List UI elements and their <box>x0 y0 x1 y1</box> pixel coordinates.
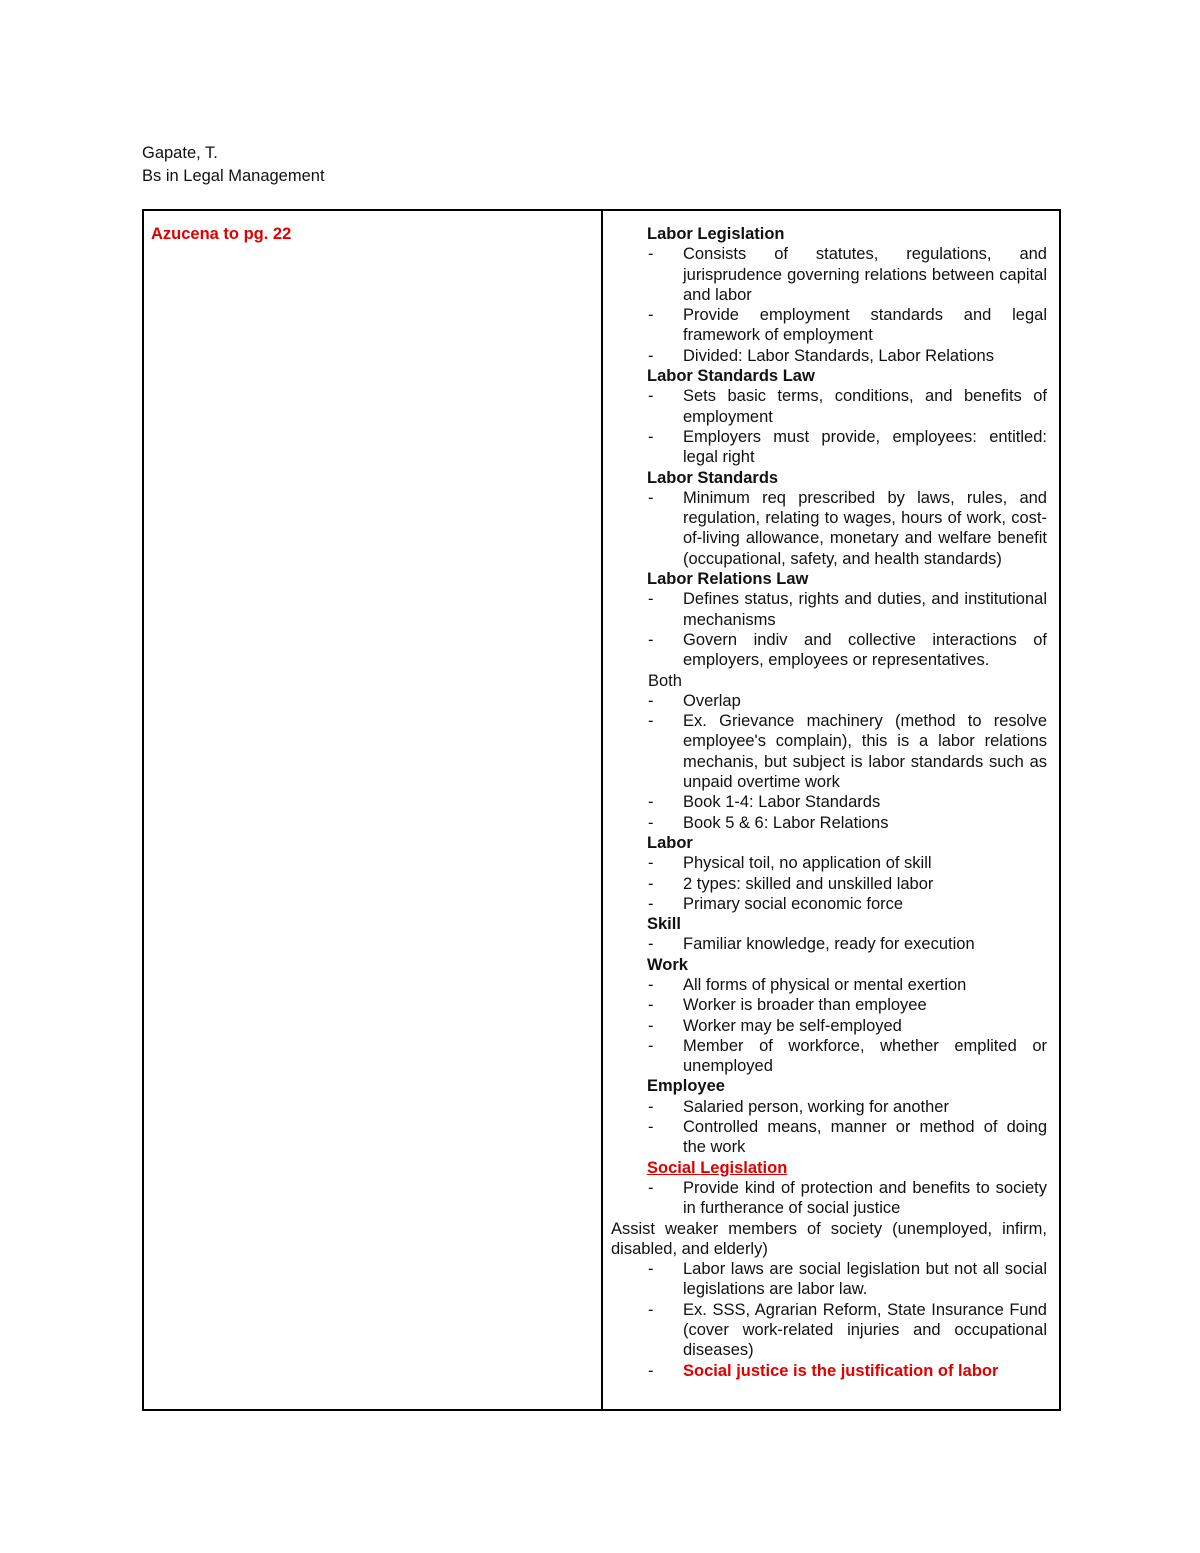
author-name: Gapate, T. <box>142 144 218 162</box>
bullet-item: - Provide employment standards and legal framework of employment <box>683 305 1047 346</box>
bullet-item: - Ex. SSS, Agrarian Reform, State Insurance Fund (cover work-related injuries and occupational diseases) <box>683 1300 1047 1361</box>
section-heading: Employee <box>647 1077 725 1096</box>
bullet-list <box>611 934 1047 954</box>
section-heading: Labor Relations Law <box>647 570 809 589</box>
section-heading: Social Legislation <box>647 1158 788 1177</box>
note-section <box>611 1158 1047 1219</box>
bullet-list <box>611 853 1047 914</box>
section-heading: Labor <box>647 833 693 852</box>
bullet-list <box>611 488 1047 569</box>
note-section <box>611 914 1047 955</box>
bullet-list <box>611 1259 1047 1381</box>
bullet-item: - Sets basic terms, conditions, and benefits of employment <box>683 386 1047 427</box>
emphasis-bullet-item: - Social justice is the justification of labor <box>683 1361 1047 1381</box>
document-header <box>142 142 325 188</box>
bullet-list <box>611 691 1047 833</box>
note-section <box>611 569 1047 670</box>
bullet-item: - Labor laws are social legislation but not all social legislations are labor law. <box>683 1259 1047 1300</box>
bullet-item: - Govern indiv and collective interactions of employers, employees or representatives. <box>683 630 1047 671</box>
note-section <box>611 1219 1047 1381</box>
bullet-item: - Familiar knowledge, ready for execution <box>683 934 1047 954</box>
bullet-item: - Divided: Labor Standards, Labor Relations <box>683 346 1047 366</box>
note-section <box>611 671 1047 833</box>
notes-column <box>603 211 1059 1409</box>
bullet-item: - Book 5 & 6: Labor Relations <box>683 813 1047 833</box>
section-heading: Work <box>647 955 688 974</box>
bullet-item: - Defines status, rights and duties, and institutional mechanisms <box>683 589 1047 630</box>
bullet-list <box>611 1178 1047 1219</box>
bullet-item: - Salaried person, working for another <box>683 1097 1047 1117</box>
bullet-list <box>611 1097 1047 1158</box>
bullet-item: - Controlled means, manner or method of doing the work <box>683 1117 1047 1158</box>
bullet-item: - Ex. Grievance machinery (method to resolve employee's complain), this is a labor relations mechanis, but subject is labor standards such as unpaid overtime work <box>683 711 1047 792</box>
bullet-item: - Primary social economic force <box>683 894 1047 914</box>
bullet-item: - 2 types: skilled and unskilled labor <box>683 874 1047 894</box>
section-heading: Labor Standards Law <box>647 367 815 386</box>
bullet-item: - Minimum req prescribed by laws, rules, and regulation, relating to wages, hours of work, cost-of-living allowance, monetary and welfare benefit (occupational, safety, and health standards) <box>683 488 1047 569</box>
bullet-item: - Employers must provide, employees: entitled: legal right <box>683 427 1047 468</box>
section-heading: Labor Legislation <box>647 225 785 243</box>
bullet-item: - Worker may be self-employed <box>683 1016 1047 1036</box>
note-section <box>611 833 1047 914</box>
notes-table <box>142 209 1061 1411</box>
bullet-item: - Book 1-4: Labor Standards <box>683 792 1047 812</box>
section-paragraph: Assist weaker members of society (unemployed, infirm, disabled, and elderly) <box>611 1219 1047 1258</box>
bullet-item: - Consists of statutes, regulations, and jurisprudence governing relations between capital and labor <box>683 244 1047 305</box>
bullet-item: - Worker is broader than employee <box>683 995 1047 1015</box>
note-section <box>611 366 1047 467</box>
bullet-item: - Provide kind of protection and benefits to society in furtherance of social justice <box>683 1178 1047 1219</box>
bullet-list <box>611 386 1047 467</box>
section-heading: Skill <box>647 915 681 934</box>
bullet-item: - Physical toil, no application of skill <box>683 853 1047 873</box>
section-label: Both <box>648 671 682 690</box>
note-section <box>611 1076 1047 1157</box>
bullet-list <box>611 244 1047 366</box>
bullet-item: - Member of workforce, whether emplited or unemployed <box>683 1036 1047 1077</box>
reference-column <box>144 211 603 1409</box>
program-name: Bs in Legal Management <box>142 167 325 185</box>
note-section <box>611 224 1047 366</box>
section-heading: Labor Standards <box>647 468 779 487</box>
bullet-item: - All forms of physical or mental exertion <box>683 975 1047 995</box>
bullet-item: - Overlap <box>683 691 1047 711</box>
note-section <box>611 468 1047 569</box>
note-section <box>611 955 1047 1077</box>
reference-note: Azucena to pg. 22 <box>151 225 292 243</box>
bullet-list <box>611 589 1047 670</box>
bullet-list <box>611 975 1047 1076</box>
